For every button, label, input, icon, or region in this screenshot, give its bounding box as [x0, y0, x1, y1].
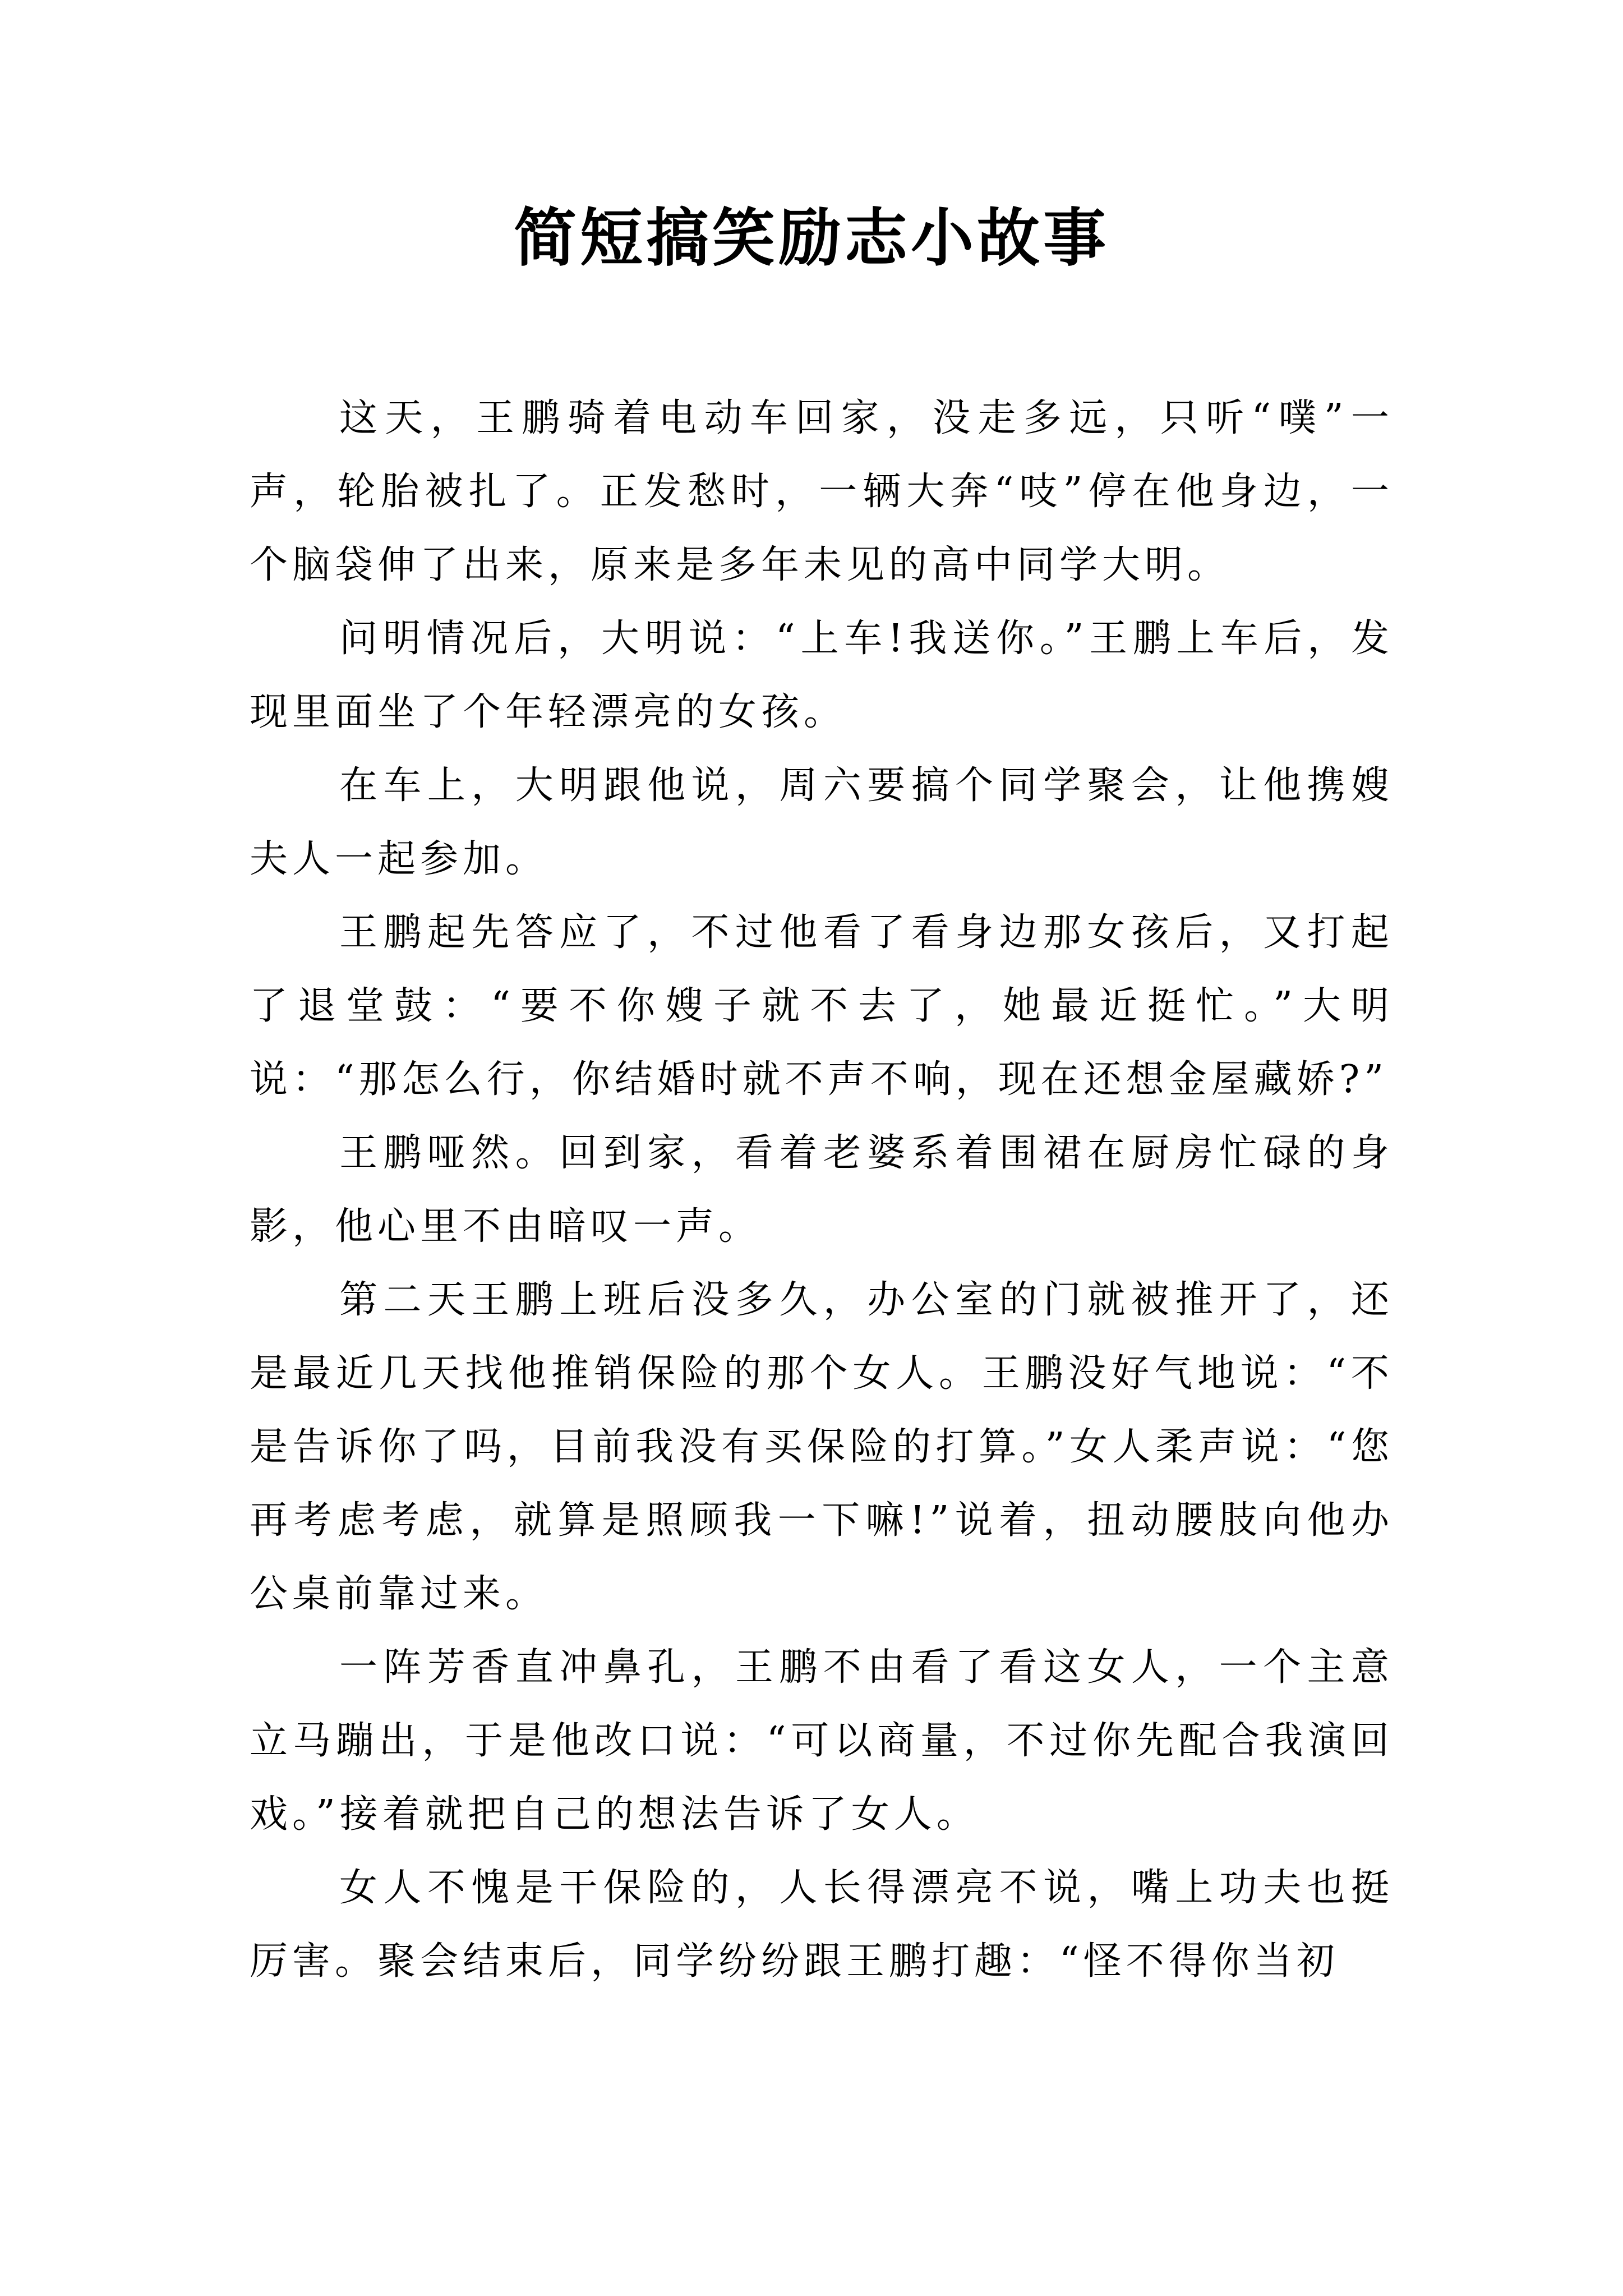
paragraph: 女人不愧是干保险的，人长得漂亮不说，嘴上功夫也挺厉害。聚会结束后，同学纷纷跟王鹏打趣：“怪不得你当初	[250, 1866, 1394, 1984]
document-title: 简短搞笑励志小故事	[514, 201, 1109, 275]
paragraph: 王鹏哑然。回到家，看着老婆系着围裙在厨房忙碌的身影，他心里不由暗叹一声。	[250, 1131, 1394, 1249]
paragraph: 这天，王鹏骑着电动车回家，没走多远，只听“噗”一声，轮胎被扎了。正发愁时，一辆大奔“吱”停在他身边，一个脑袋伸了出来，原来是多年未见的高中同学大明。	[250, 396, 1394, 587]
paragraph: 一阵芳香直冲鼻孔，王鹏不由看了看这女人，一个主意立马蹦出，于是他改口说：“可以商量，不过你先配合我演回戏。”接着就把自己的想法告诉了女人。	[250, 1645, 1394, 1837]
document-body	[250, 381, 1394, 1998]
paragraph: 王鹏起先答应了，不过他看了看身边那女孩后，又打起了退堂鼓：“要不你嫂子就不去了，她最近挺忙。”大明说：“那怎么行，你结婚时就不声不响，现在还想金屋藏娇?”	[250, 910, 1394, 1102]
paragraph: 问明情况后，大明说：“上车!我送你。”王鹏上车后，发现里面坐了个年轻漂亮的女孩。	[250, 616, 1394, 734]
paragraph: 第二天王鹏上班后没多久，办公室的门就被推开了，还是最近几天找他推销保险的那个女人。王鹏没好气地说：“不是告诉你了吗，目前我没有买保险的打算。”女人柔声说：“您再考虑考虑，就算是照顾我一下嘛!”说着，扭动腰肢向他办公桌前靠过来。	[250, 1278, 1394, 1616]
paragraph: 在车上，大明跟他说，周六要搞个同学聚会，让他携嫂夫人一起参加。	[250, 763, 1394, 881]
